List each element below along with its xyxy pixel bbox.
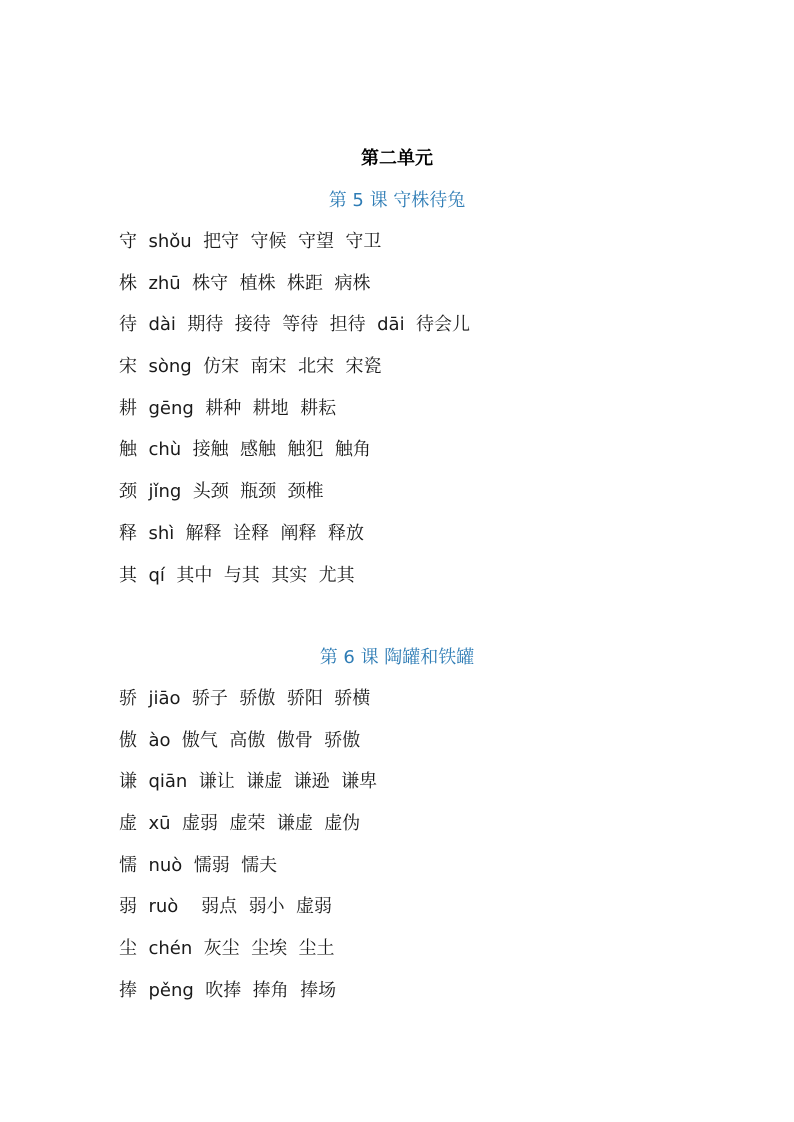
word-row: 骄 jiāo 骄子 骄傲 骄阳 骄横	[119, 688, 371, 709]
word-row: 颈 jǐng 头颈 瓶颈 颈椎	[119, 481, 324, 503]
word-row: 弱 ruò 弱点 弱小 虚弱	[119, 896, 333, 918]
lesson-5-word-list	[119, 229, 470, 604]
word-row: 待 dài 期待 接待 等待 担待 dāi 待会儿	[119, 314, 471, 336]
word-row: 虚 xū 虚弱 虚荣 谦虚 虚伪	[119, 813, 361, 835]
word-row: 守 shǒu 把守 守候 守望 守卫	[119, 231, 382, 252]
word-row: 懦 nuò 懦弱 懦夫	[119, 854, 278, 876]
word-row: 谦 qiān 谦让 谦虚 谦逊 谦卑	[119, 771, 378, 793]
lesson-6-title: 第 6 课 陶罐和铁罐	[319, 647, 475, 668]
word-row: 耕 gēng 耕种 耕地 耕耘	[119, 397, 337, 419]
lesson-5-title: 第 5 课 守株待兔	[328, 190, 466, 211]
word-row: 株 zhū 株守 植株 株距 病株	[119, 272, 371, 294]
word-row: 触 chù 接触 感触 触犯 触角	[119, 439, 371, 461]
word-row: 释 shì 解释 诠释 阐释 释放	[119, 522, 365, 544]
unit-title: 第二单元	[361, 148, 433, 169]
word-row: 傲 ào 傲气 高傲 傲骨 骄傲	[119, 729, 361, 751]
word-row: 尘 chén 灰尘 尘埃 尘土	[119, 938, 335, 960]
word-row: 其 qí 其中 与其 其实 尤其	[119, 564, 355, 586]
lesson-6-word-list	[119, 686, 377, 1020]
word-row: 捧 pěng 吹捧 捧角 捧场	[119, 979, 337, 1001]
word-row: 宋 sòng 仿宋 南宋 北宋 宋瓷	[119, 356, 382, 378]
